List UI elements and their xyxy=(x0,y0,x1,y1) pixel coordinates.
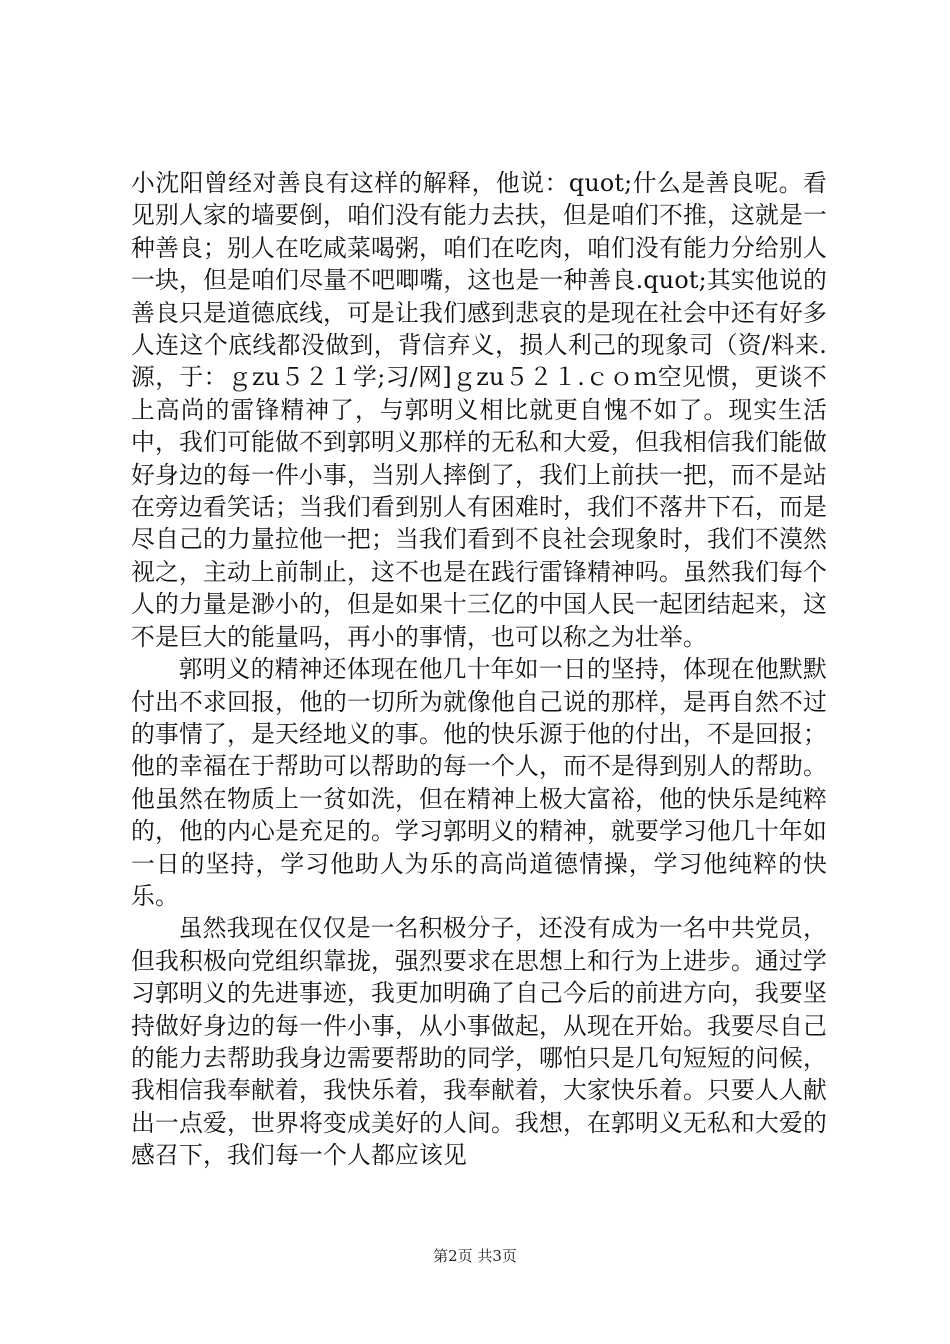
page-footer xyxy=(0,1245,950,1266)
paragraph-2: 郭明义的精神还体现在他几十年如一日的坚持，体现在他默默付出不求回报，他的一切所为就像他自己说的那样，是再自然不过的事情了，是天经地义的事。他的快乐源于他的付出，不是回报；他的幸福在于帮助可以帮助的每一个人，而不是得到别人的帮助。他虽然在物质上一贫如洗，但在精神上极大富裕，他的快乐是纯粹的，他的内心是充足的。学习郭明义的精神，就要学习他几十年如一日的坚持，学习他助人为乐的高尚道德情操，学习他纯粹的快乐。 xyxy=(131,655,827,910)
paragraph-1: 小沈阳曾经对善良有这样的解释，他说：quot;什么是善良呢。看见别人家的墙要倒，咱们没有能力去扶，但是咱们不推，这就是一种善良；别人在吃咸菜喝粥，咱们在吃肉，咱们没有能力分给别人一块，但是咱们尽量不吧唧嘴，这也是一种善良.quot;其实他说的善良只是道德底线，可是让我们感到悲哀的是现在社会中还有好多人连这个底线都没做到，背信弃义，损人利己的现象司（资/料来.源，于：ｇzu５２１学;习/网]ｇzu５２１.ｃｏｍ空见惯，更谈不上高尚的雷锋精神了，与郭明义相比就更自愧不如了。现实生活中，我们可能做不到郭明义那样的无私和大爱，但我相信我们能做好身边的每一件小事，当别人摔倒了，我们上前扶一把，而不是站在旁边看笑话；当我们看到别人有困难时，我们不落井下石，而是尽自己的力量拉他一把；当我们看到不良社会现象时，我们不漠然视之，主动上前制止，这不也是在践行雷锋精神吗。虽然我们每个人的力量是渺小的，但是如果十三亿的中国人民一起团结起来，这不是巨大的能量吗，再小的事情，也可以称之为壮举。 xyxy=(131,169,827,651)
document-body xyxy=(131,167,827,1172)
paragraph-3: 虽然我现在仅仅是一名积极分子，还没有成为一名中共党员，但我积极向党组织靠拢，强烈要求在思想上和行为上进步。通过学习郭明义的先进事迹，我更加明确了自己今后的前进方向，我要坚持做好身边的每一件小事，从小事做起，从现在开始。我要尽自己的能力去帮助我身边需要帮助的同学，哪怕只是几句短短的问候，我相信我奉献着，我快乐着，我奉献着，大家快乐着。只要人人献出一点爱，世界将变成美好的人间。我想，在郭明义无私和大爱的感召下，我们每一个人都应该见 xyxy=(131,914,827,1170)
page-number: 第2页 共3页 xyxy=(433,1247,517,1265)
